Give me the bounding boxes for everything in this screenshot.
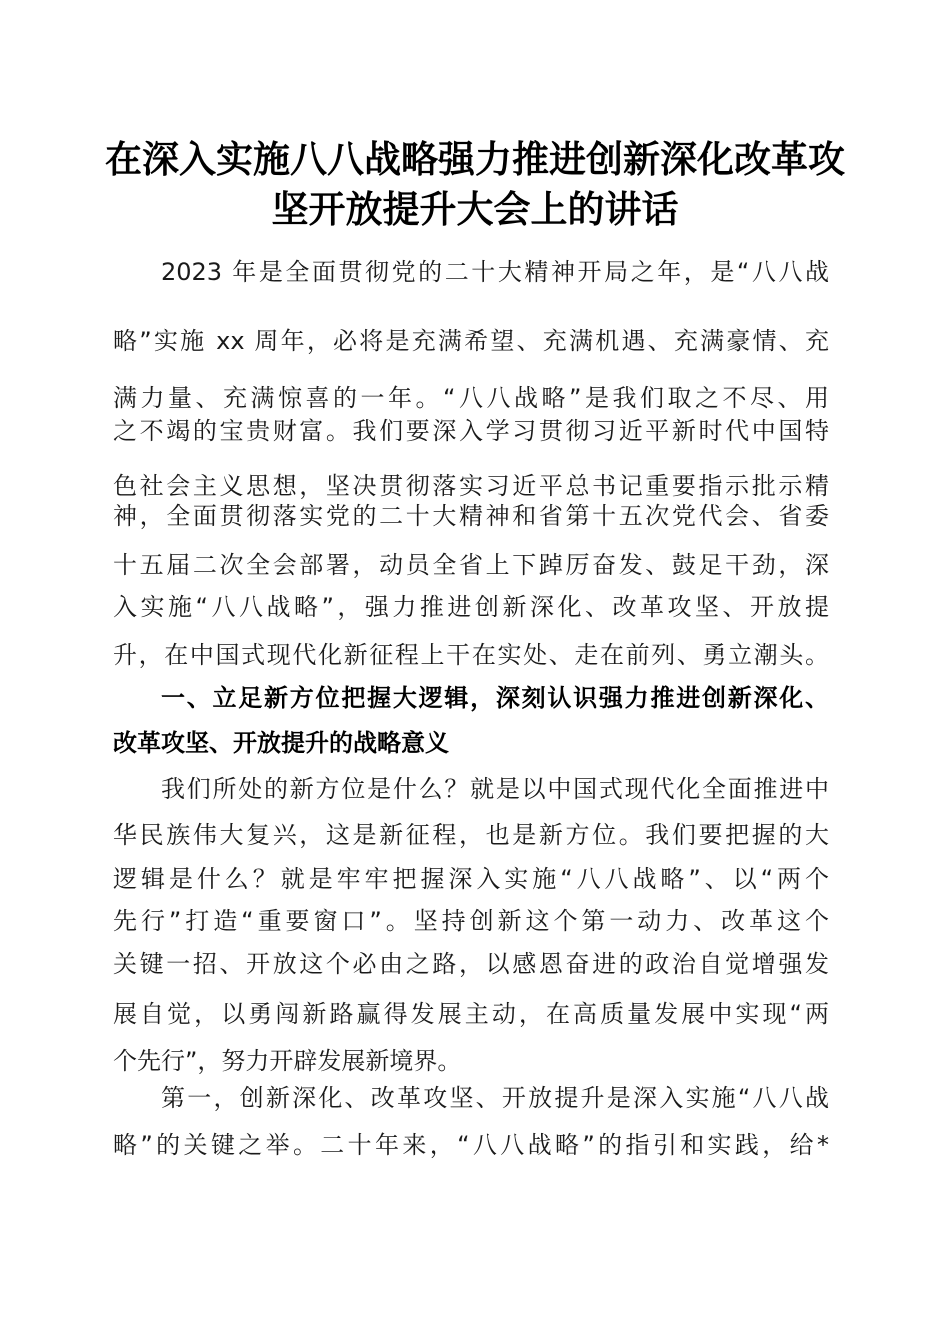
paragraph-line: 色社会主义思想，坚决贯彻落实习近平总书记重要指示批示精 bbox=[113, 472, 829, 500]
heading-line: 改革攻坚、开放提升的战略意义 bbox=[113, 729, 449, 757]
paragraph-line: 满力量、充满惊喜的一年。“八八战略”是我们取之不尽、用 bbox=[113, 384, 829, 412]
heading-line: 一、立足新方位把握大逻辑，深刻认识强力推进创新深化、 bbox=[161, 684, 829, 712]
paragraph-line: 之不竭的宝贵财富。我们要深入学习贯彻习近平新时代中国特 bbox=[113, 417, 829, 445]
paragraph-line: 我们所处的新方位是什么？就是以中国式现代化全面推进中 bbox=[161, 775, 829, 803]
paragraph-line: 2023 年是全面贯彻党的二十大精神开局之年，是“八八战 bbox=[161, 258, 829, 286]
paragraph-line: 逻辑是什么？就是牢牢把握深入实施“八八战略”、以“两个 bbox=[113, 865, 829, 893]
paragraph-line: 展自觉，以勇闯新路赢得发展主动，在高质量发展中实现“两 bbox=[113, 1000, 829, 1028]
paragraph-line: 入实施“八八战略”，强力推进创新深化、改革攻坚、开放提 bbox=[113, 593, 829, 621]
paragraph-line: 华民族伟大复兴，这是新征程，也是新方位。我们要把握的大 bbox=[113, 821, 829, 849]
paragraph-line: 略”实施 xx 周年，必将是充满希望、充满机遇、充满豪情、充 bbox=[113, 327, 829, 355]
paragraph-line: 十五届二次全会部署，动员全省上下踔厉奋发、鼓足干劲，深 bbox=[113, 551, 829, 579]
paragraph-line: 略”的关键之举。二十年来，“八八战略”的指引和实践，给* bbox=[113, 1131, 829, 1159]
paragraph-line: 先行”打造“重要窗口”。坚持创新这个第一动力、改革这个 bbox=[113, 907, 829, 935]
document-title-line-1: 在深入实施八八战略强力推进创新深化改革攻 bbox=[105, 137, 845, 181]
paragraph-line: 神，全面贯彻落实党的二十大精神和省第十五次党代会、省委 bbox=[113, 502, 829, 530]
paragraph-line: 升，在中国式现代化新征程上干在实处、走在前列、勇立潮头。 bbox=[113, 641, 829, 669]
paragraph-line: 关键一招、开放这个必由之路，以感恩奋进的政治自觉增强发 bbox=[113, 950, 829, 978]
paragraph-line: 第一，创新深化、改革攻坚、开放提升是深入实施“八八战 bbox=[161, 1084, 829, 1112]
document-title-line-2: 坚开放提升大会上的讲话 bbox=[271, 187, 679, 231]
paragraph-line: 个先行”，努力开辟发展新境界。 bbox=[113, 1047, 462, 1075]
